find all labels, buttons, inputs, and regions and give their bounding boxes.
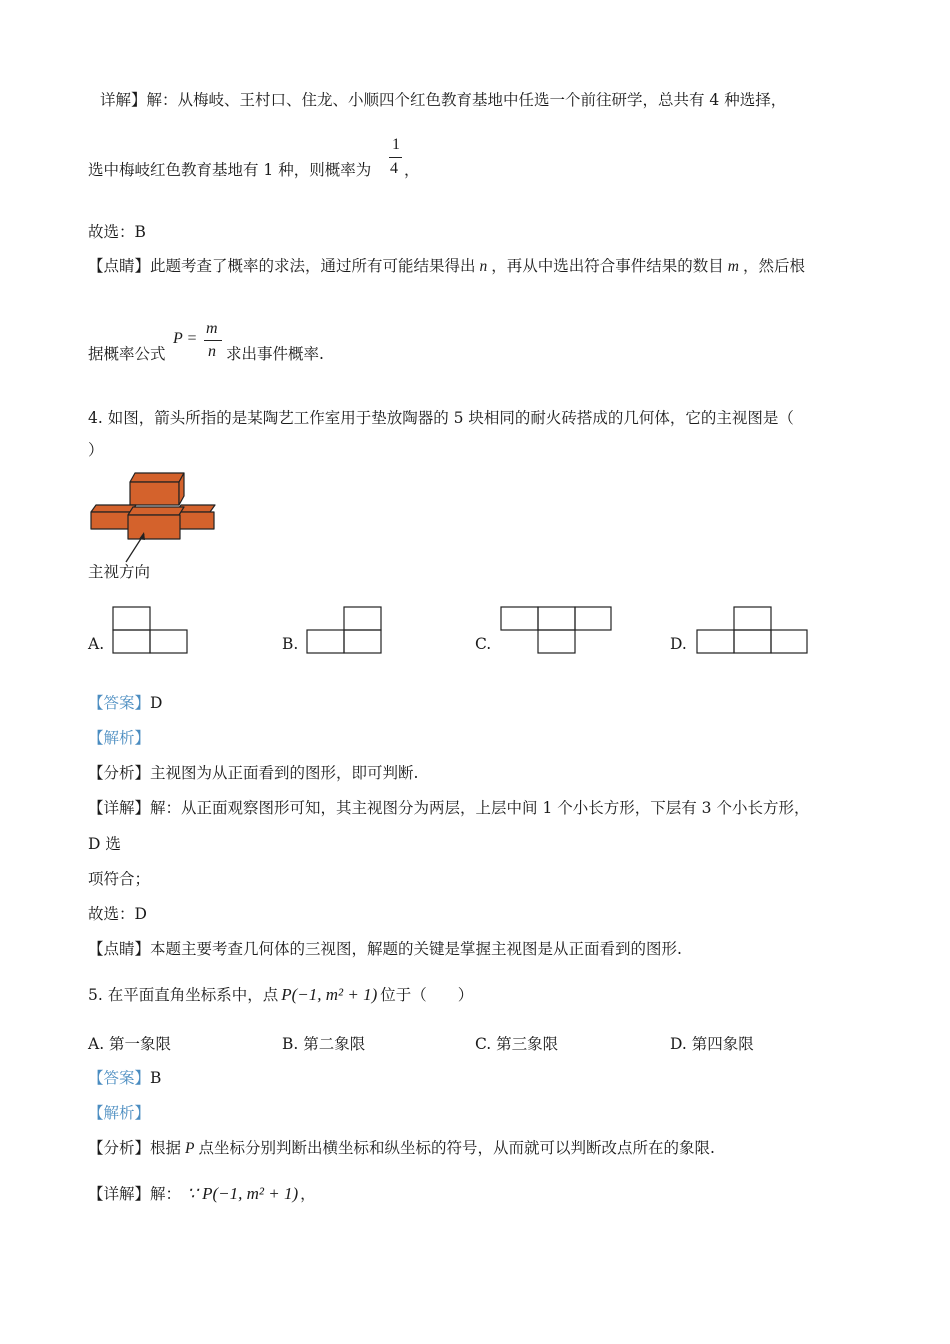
q5-option-b[interactable]: B. 第二象限 xyxy=(282,1035,366,1053)
q3-point-text-c: ，然后根 xyxy=(743,257,806,275)
q4-option-d-label[interactable]: D. xyxy=(670,635,687,653)
q3-fraction-denominator: 4 xyxy=(390,160,398,177)
q5-detail-suffix: ， xyxy=(300,1185,316,1203)
q3-detail-line2-prefix: 选中梅岐红色教育基地有 1 种，则概率为 xyxy=(88,161,372,179)
q3-point-line2-prefix: 据概率公式 xyxy=(88,345,166,363)
q5-point-expr: P(−1, m² + 1) xyxy=(281,985,378,1004)
q5-fenxi-text-a: 根据 xyxy=(150,1139,182,1157)
q3-point-line2-suffix: 求出事件概率. xyxy=(226,345,324,363)
q3-point-text-b: ，再从中选出符合事件结果的数目 xyxy=(491,257,724,275)
brick-top-front xyxy=(130,482,179,505)
q4-detail-text: 解：从正面观察图形可知，其主视图分为两层，上层中间 1 个小长方形，下层有 3 个小长方形， xyxy=(150,799,810,817)
q5-option-d[interactable]: D. 第四象限 xyxy=(670,1035,754,1053)
q3-detail-line1: 详解】解：从梅岐、王村口、住龙、小顺四个红色教育基地中任选一个前往研学，总共有 4 种选择， xyxy=(100,91,787,109)
q4-detail-line3: 项符合； xyxy=(88,870,151,888)
q4-option-c-label[interactable]: C. xyxy=(475,635,492,653)
q4-fenxi-text: 主视图为从正面看到的图形，即可判断. xyxy=(150,764,419,782)
q4-answer-label: 【答案】 xyxy=(88,694,151,712)
q5-option-c[interactable]: C. 第三象限 xyxy=(475,1035,559,1053)
brick-top-face xyxy=(130,473,184,482)
q5-analysis-label: 【解析】 xyxy=(88,1104,151,1122)
q4-option-a-figure[interactable] xyxy=(112,606,188,654)
q5-stem-prefix: 5. 在平面直角坐标系中，点 xyxy=(88,986,279,1004)
q5-stem-suffix: 位于（ ） xyxy=(380,986,474,1004)
q3-fraction-bar xyxy=(389,157,402,158)
q4-choose: 故选：D xyxy=(88,905,147,923)
q4-option-b-label[interactable]: B. xyxy=(282,635,299,653)
q4-point xyxy=(88,939,682,959)
q5-detail-text: 解： xyxy=(150,1185,182,1203)
q4-answer-value: D xyxy=(150,694,163,712)
q3-formula-denominator: n xyxy=(208,343,216,360)
q5-stem xyxy=(88,985,473,1005)
q5-answer-value: B xyxy=(150,1069,162,1087)
q5-answer xyxy=(88,1068,161,1088)
q5-fenxi-var: P xyxy=(185,1140,195,1157)
q5-detail xyxy=(88,1184,316,1204)
q5-answer-label: 【答案】 xyxy=(88,1069,151,1087)
brick-left-face xyxy=(91,505,136,512)
q3-choose: 故选：B xyxy=(88,223,146,241)
brick-left-front xyxy=(91,512,131,529)
q4-stem-line1: 4. 如图，箭头所指的是某陶艺工作室用于垫放陶器的 5 块相同的耐火砖搭成的几何体，它的主视图是（ xyxy=(88,409,794,427)
q4-figure-caption: 主视方向 xyxy=(88,563,151,581)
brick-center-front xyxy=(128,515,180,539)
q3-point-label: 【点睛】 xyxy=(88,257,151,275)
q4-analysis-label: 【解析】 xyxy=(88,729,151,747)
q3-var-n: n xyxy=(479,258,488,275)
q5-fenxi-text-b: 点坐标分别判断出横坐标和纵坐标的符号，从而就可以判断改点所在的象限. xyxy=(198,1139,715,1157)
q4-stem-line2: ） xyxy=(88,441,104,459)
q4-fenxi-label: 【分析】 xyxy=(88,764,151,782)
q5-fenxi xyxy=(88,1138,715,1159)
q5-fenxi-label: 【分析】 xyxy=(88,1139,151,1157)
q4-detail xyxy=(88,798,809,818)
q5-option-a[interactable]: A. 第一象限 xyxy=(88,1035,172,1053)
q3-detail-line2 xyxy=(88,160,371,180)
q3-point-line1 xyxy=(88,256,805,277)
q4-detail-label: 【详解】 xyxy=(88,799,151,817)
q4-answer xyxy=(88,693,162,713)
q4-option-b-figure[interactable] xyxy=(306,606,382,654)
q3-fraction-numerator: 1 xyxy=(392,136,400,153)
q4-point-label: 【点睛】 xyxy=(88,940,151,958)
q5-detail-expr: ∵ P(−1, m² + 1) xyxy=(187,1184,299,1203)
q3-formula-numerator: m xyxy=(206,320,218,337)
q4-detail-line2: D 选 xyxy=(88,835,121,853)
brick-right-front xyxy=(176,512,214,529)
brick-stack-figure xyxy=(88,470,218,570)
brick-center-face xyxy=(128,507,184,515)
q4-option-c-figure[interactable] xyxy=(500,606,612,654)
q4-option-d-figure[interactable] xyxy=(696,606,808,654)
q5-detail-label: 【详解】 xyxy=(88,1185,151,1203)
q3-point-text-a: 此题考查了概率的求法，通过所有可能结果得出 xyxy=(150,257,476,275)
q4-point-text: 本题主要考查几何体的三视图，解题的关键是掌握主视图是从正面看到的图形. xyxy=(150,940,682,958)
q4-fenxi xyxy=(88,763,418,783)
q3-detail-line2-suffix: ， xyxy=(404,161,420,179)
q3-var-m: m xyxy=(727,258,739,275)
q3-formula-bar xyxy=(204,340,222,341)
q4-option-a-label[interactable]: A. xyxy=(88,635,105,653)
q3-formula-lhs: P = xyxy=(173,330,198,347)
